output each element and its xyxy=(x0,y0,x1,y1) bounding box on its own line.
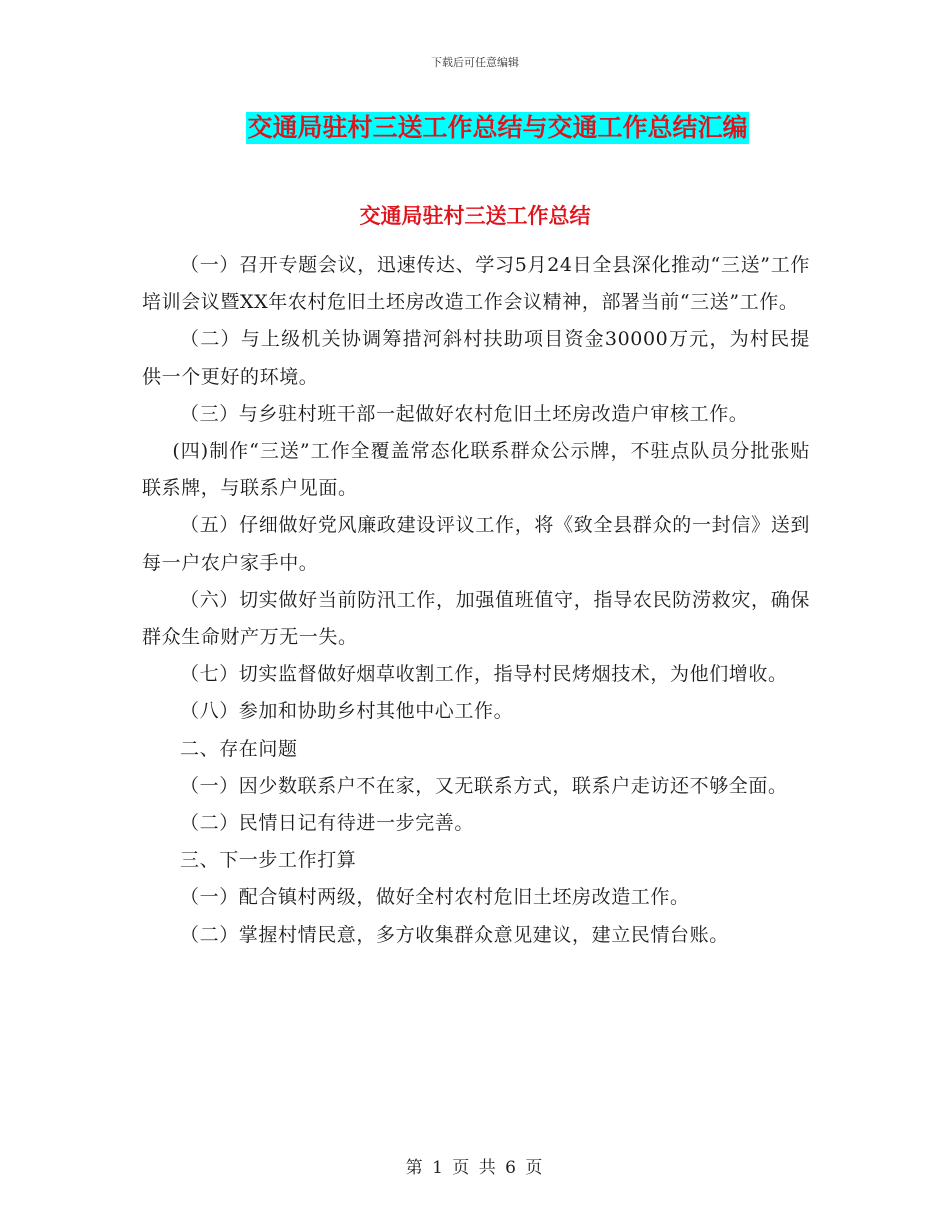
paragraph: （二）民情日记有待进一步完善。 xyxy=(180,812,475,835)
main-title-highlight: 交通局驻村三送工作总结与交通工作总结汇编 xyxy=(247,113,748,142)
paragraph: （二）与上级机关协调筹措河斜村扶助项目资金30000万元，为村民提供一个更好的环境。 xyxy=(142,328,810,388)
paragraph: （一）因少数联系户不在家，又无联系方式，联系户走访还不够全面。 xyxy=(180,774,788,797)
subheading: 三、下一步工作打算 xyxy=(180,849,357,872)
subheading: 二、存在问题 xyxy=(180,737,298,760)
paragraph: （六）切实做好当前防汛工作，加强值班值守，指导农民防涝救灾，确保群众生命财产万无一失。 xyxy=(142,588,810,649)
paragraph: （一）配合镇村两级，做好全村农村危旧土坯房改造工作。 xyxy=(180,886,690,909)
section-title: 交通局驻村三送工作总结 xyxy=(359,204,591,228)
paragraph: （七）切实监督做好烟草收割工作，指导村民烤烟技术，为他们增收。 xyxy=(180,663,788,686)
paragraph: （五）仔细做好党风廉政建设评议工作，将《致全县群众的一封信》送到每一户农户家手中。 xyxy=(142,514,810,574)
paragraph: （一）召开专题会议，迅速传达、学习5月24日全县深化推动“三送”工作培训会议暨XX年农村危旧土坯房改造工作会议精神，部署当前“三送”工作。 xyxy=(142,254,810,314)
header-note: 下载后可任意编辑 xyxy=(431,56,519,69)
paragraph: （二）掌握村情民意，多方收集群众意见建议，建立民情台账。 xyxy=(180,923,729,946)
paragraph: （三）与乡驻村班干部一起做好农村危旧土坯房改造户审核工作。 xyxy=(180,402,749,425)
document-main-title xyxy=(0,112,950,144)
paragraph: (四)制作“三送”工作全覆盖常态化联系群众公示牌，不驻点队员分批张贴联系牌，与联系户见面。 xyxy=(142,440,810,500)
document-body xyxy=(142,247,810,954)
paragraph: （八）参加和协助乡村其他中心工作。 xyxy=(180,700,514,723)
page-number-footer: 第 1 页 共 6 页 xyxy=(405,1158,545,1178)
